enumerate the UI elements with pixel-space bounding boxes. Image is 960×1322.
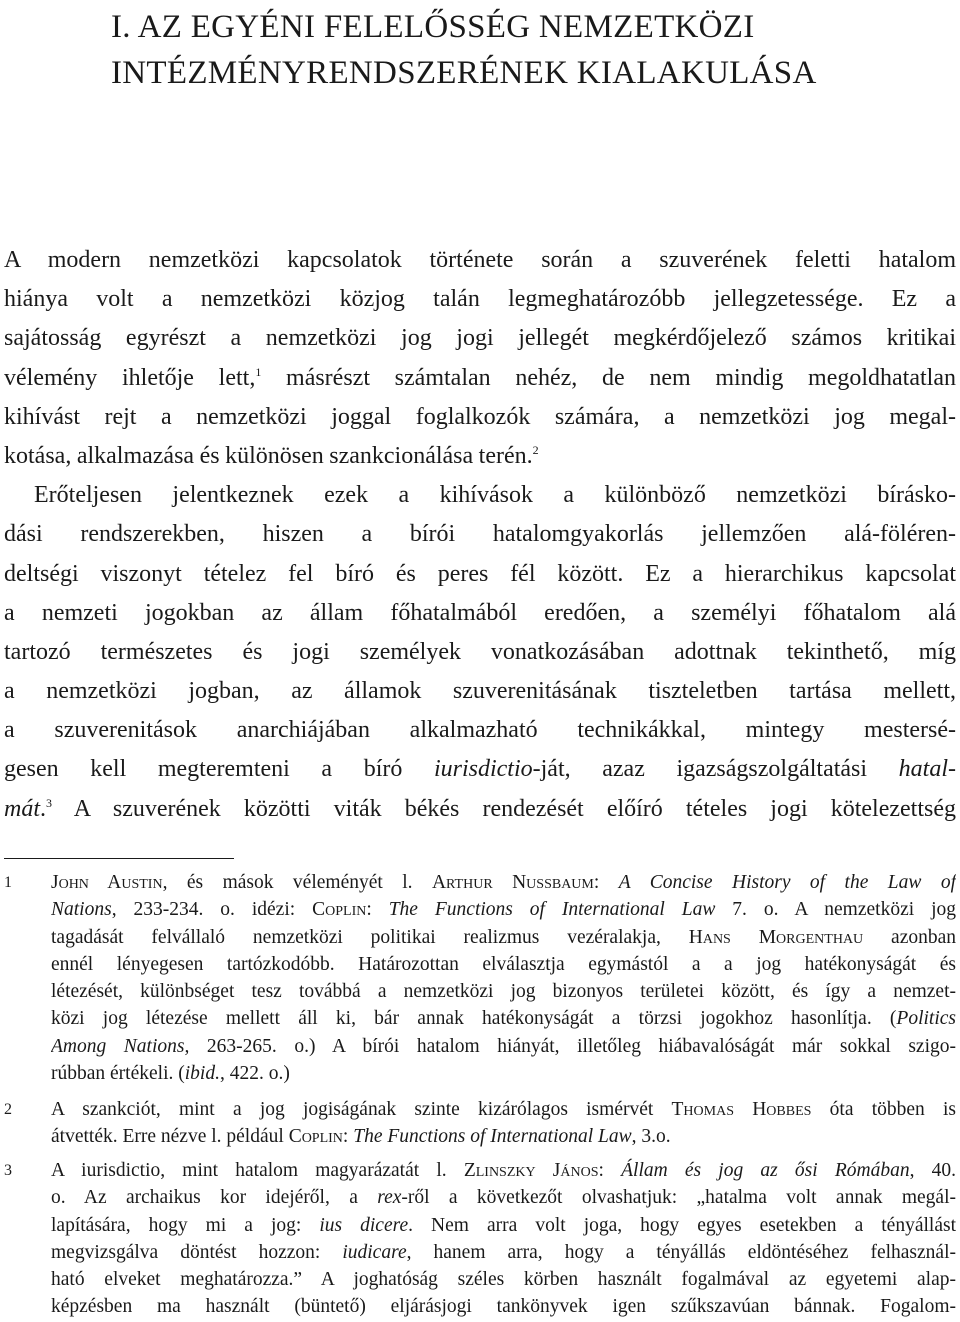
body-line: hiánya volt a nemzetközi közjog talán legmeghatározóbb jellegzetessége. Ez a (4, 286, 956, 313)
footnote-line: rúbban értékeli. (ibid., 422. o.) (51, 1063, 290, 1085)
footnote-line: tagadását felvállaló nemzetközi politikai realizmus vezéralakja, Hans Morgenthau azonban (51, 926, 956, 948)
body-text (4, 241, 956, 829)
body-line: gesen kell megteremteni a bíró iurisdictio-ját, azaz igazságszolgáltatási hatal- (4, 756, 956, 783)
footnote-1 (4, 869, 956, 1087)
footnote-ref-3[interactable]: 3 (46, 795, 52, 810)
body-line: tartozó természetes és jogi személyek vonatkozásában adottnak tekinthető, míg (4, 638, 956, 665)
body-line: sajátosság egyrészt a nemzetközi jog jogi jellegét megkérdőjelező számos kritikai (4, 325, 956, 352)
footnote-number: 2 (4, 1101, 12, 1118)
body-line: kotása, alkalmazása és különösen szankcionálása terén.$^2$ (4, 442, 539, 469)
footnote-line: A szankciót, mint a jog jogiságának szinte kizárólagos ismérvét Thomas Hobbes óta többen is (51, 1099, 956, 1120)
footnote-separator (4, 858, 234, 859)
footnote-2 (4, 1096, 956, 1151)
footnote-ref-2[interactable]: 2 (532, 442, 539, 457)
footnote-number: 1 (4, 874, 12, 891)
chapter-heading-line-2: INTÉZMÉNYRENDSZERÉNEK KIALAKULÁSA (111, 55, 817, 91)
footnote-line: ennél lényegesen tartózkodóbb. Határozottan elválasztja egymástól a a jog hatékonyságát és (51, 953, 956, 975)
body-line: a szuverenitások anarchiájában alkalmazható technikákkal, mintegy mestersé- (4, 717, 956, 744)
footnote-line: Nations, 233-234. o. idézi: Coplin: The Functions of International Law 7. o. A nemzetközi jog (51, 899, 956, 921)
body-line: A modern nemzetközi kapcsolatok története során a szuverének feletti hatalom (4, 247, 956, 273)
footnote-line: lapítására, hogy mi a jog: ius dicere. Nem arra volt joga, hogy egyes esetekben a tényállást (51, 1214, 956, 1236)
body-line: deltségi viszonyt tételez fel bíró és peres fél között. Ez a hierarchikus kapcsolat (4, 560, 956, 587)
footnote-line: közi jog létezése mellett áll ki, bár annak hatékonyságát a törzsi jogokhoz hasonlítja. (Politics (51, 1008, 956, 1030)
body-line: Erőteljesen jelentkeznek ezek a kihívások a különböző nemzetközi bírásko- (34, 482, 956, 509)
footnote-line: megvizsgálva döntést hozzon: iudicare, hanem arra, hogy a tényállás eldöntéséhez felhasznál- (51, 1241, 956, 1263)
footnote-3 (4, 1157, 956, 1321)
footnote-line: John Austin, és mások véleményét l. Arthur Nussbaum: A Concise History of the Law of (51, 872, 956, 893)
footnote-line: létezését, különbséget tesz továbbá a nemzetközi jog bizonyos területei között, és így a nemzet- (51, 981, 956, 1003)
footnote-number: 3 (4, 1162, 12, 1179)
body-line: mát.$^3$ A szuverének közötti viták békés rendezését előíró tételes jogi kötelezettség (4, 795, 956, 822)
body-line: vélemény ihletője lett,$^1$ másrészt számtalan nehéz, de nem mindig megoldhatatlan (4, 364, 956, 391)
footnote-line: o. Az archaikus kor idejéről, a rex-ről a következőt olvashatjuk: „hatalma volt annak megál- (51, 1187, 956, 1209)
footnote-line: képzésben ma használt (büntető) eljárásjogi tankönyvek igen szűkszavúan bánnak. Fogalom- (51, 1296, 956, 1318)
footnote-line: A iurisdictio, mint hatalom magyarázatát l. Zlinszky János: Állam és jog az ősi Rómában, 40. (51, 1160, 956, 1181)
chapter-heading-line-1: I. AZ EGYÉNI FELELŐSSÉG NEMZETKÖZI (111, 9, 755, 45)
footnote-line: Among Nations, 263-265. o.) A bírói hatalom hiányát, illetőleg hiábavalóságát már sokkal szigo- (51, 1035, 956, 1057)
footnote-ref-1[interactable]: 1 (255, 364, 262, 379)
footnote-line: ható elveket meghatározza.” A joghatóság széles körben használt fogalmával az egyetemi alap- (51, 1269, 956, 1291)
body-line: a nemzeti jogokban az állam főhatalmából eredően, a személyi főhatalom alá (4, 599, 956, 626)
body-line: a nemzetközi jogban, az államok szuverenitásának tiszteletben tartása mellett, (4, 678, 956, 705)
chapter-heading (111, 4, 951, 96)
body-line: kihívást rejt a nemzetközi joggal foglalkozók számára, a nemzetközi jog megal- (4, 403, 956, 430)
footnote-line: átvették. Erre nézve l. például Coplin: The Functions of International Law, 3.o. (51, 1126, 671, 1148)
body-line: dási rendszerekben, hiszen a bírói hatalomgyakorlás jellemzően alá-föléren- (4, 521, 956, 548)
